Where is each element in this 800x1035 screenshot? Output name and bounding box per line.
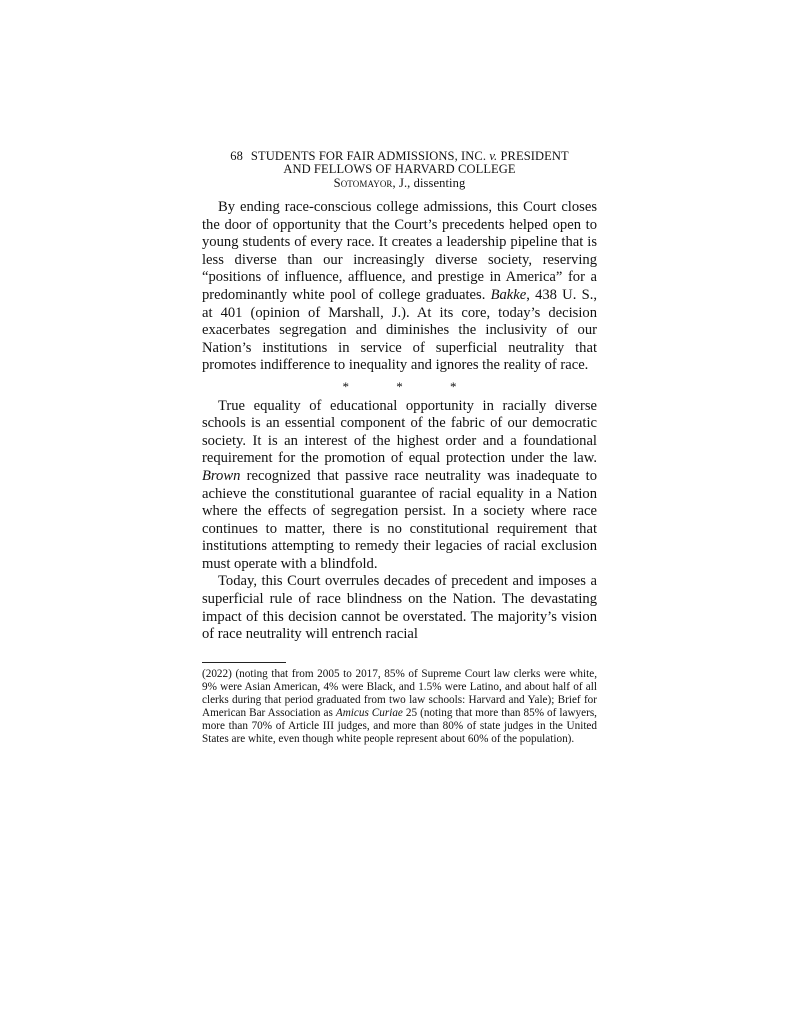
case-caption-line2: AND FELLOWS OF HARVARD COLLEGE <box>283 162 516 176</box>
section-separator: * * * <box>342 378 479 394</box>
page-number: 68 <box>230 149 243 163</box>
paragraph-3: Today, this Court overrules decades of precedent and imposes a superficial rule of race blindness on the Nation. The devastating impact of this decision cannot be overstated. The majority’s vision of race neutrality will entrench racial <box>202 573 597 643</box>
opinion-page <box>202 150 597 746</box>
case-citation: Brown <box>202 467 241 484</box>
paragraph-2: True equality of educational opportunity in racially diverse schools is an essential component of the fabric of our democratic society. It is an interest of the highest order and a foundational requirement for the promotion of equal protection under the law. Brown recognized that passive race neutrality was inadequate to achieve the constitutional guarantee of racial equality in a Nation where the effects of segregation persist. In a society where race continues to matter, there is no constitutional requirement that institutions attempting to remedy their legacies of racial exclusion must operate with a blindfold. <box>202 397 597 572</box>
opinion-label: Sotomayor, J., dissenting <box>333 176 466 190</box>
case-citation: Bakke <box>490 286 527 303</box>
paragraph-1: By ending race-conscious college admissions, this Court closes the door of opportunity that the Court’s precedents helped open to young students of every race. It creates a leadership pipeline that is less diverse than our increasingly diverse society, reserving “positions of influence, affluence, and prestige in America” for a predominantly white pool of college graduates. Bakke, 438 U. S., at 401 (opinion of Marshall, J.). At its core, today’s decision exacerbates segregation and diminishes the inclusivity of our Nation’s institutions in service of superficial neutrality that promotes indifference to inequality and ignores the reality of race. <box>202 199 597 374</box>
case-caption-line1: STUDENTS FOR FAIR ADMISSIONS, INC. v. PRESIDENT <box>250 149 569 163</box>
opinion-body <box>202 199 597 644</box>
footnote-rule <box>202 662 286 663</box>
footnote: (2022) (noting that from 2005 to 2017, 85% of Supreme Court law clerks were white, 9% were Asian American, 4% were Black, and 1.5% were Latino, and about half of all clerks during that period graduated from two law schools: Harvard and Yale); Brief for American Bar Association as Amicus Curiae 25 (noting that more than 85% of lawyers, more than 70% of Article III judges, and more than 80% of state judges in the United States are white, even though white people represent about 60% of the population). <box>202 667 597 746</box>
